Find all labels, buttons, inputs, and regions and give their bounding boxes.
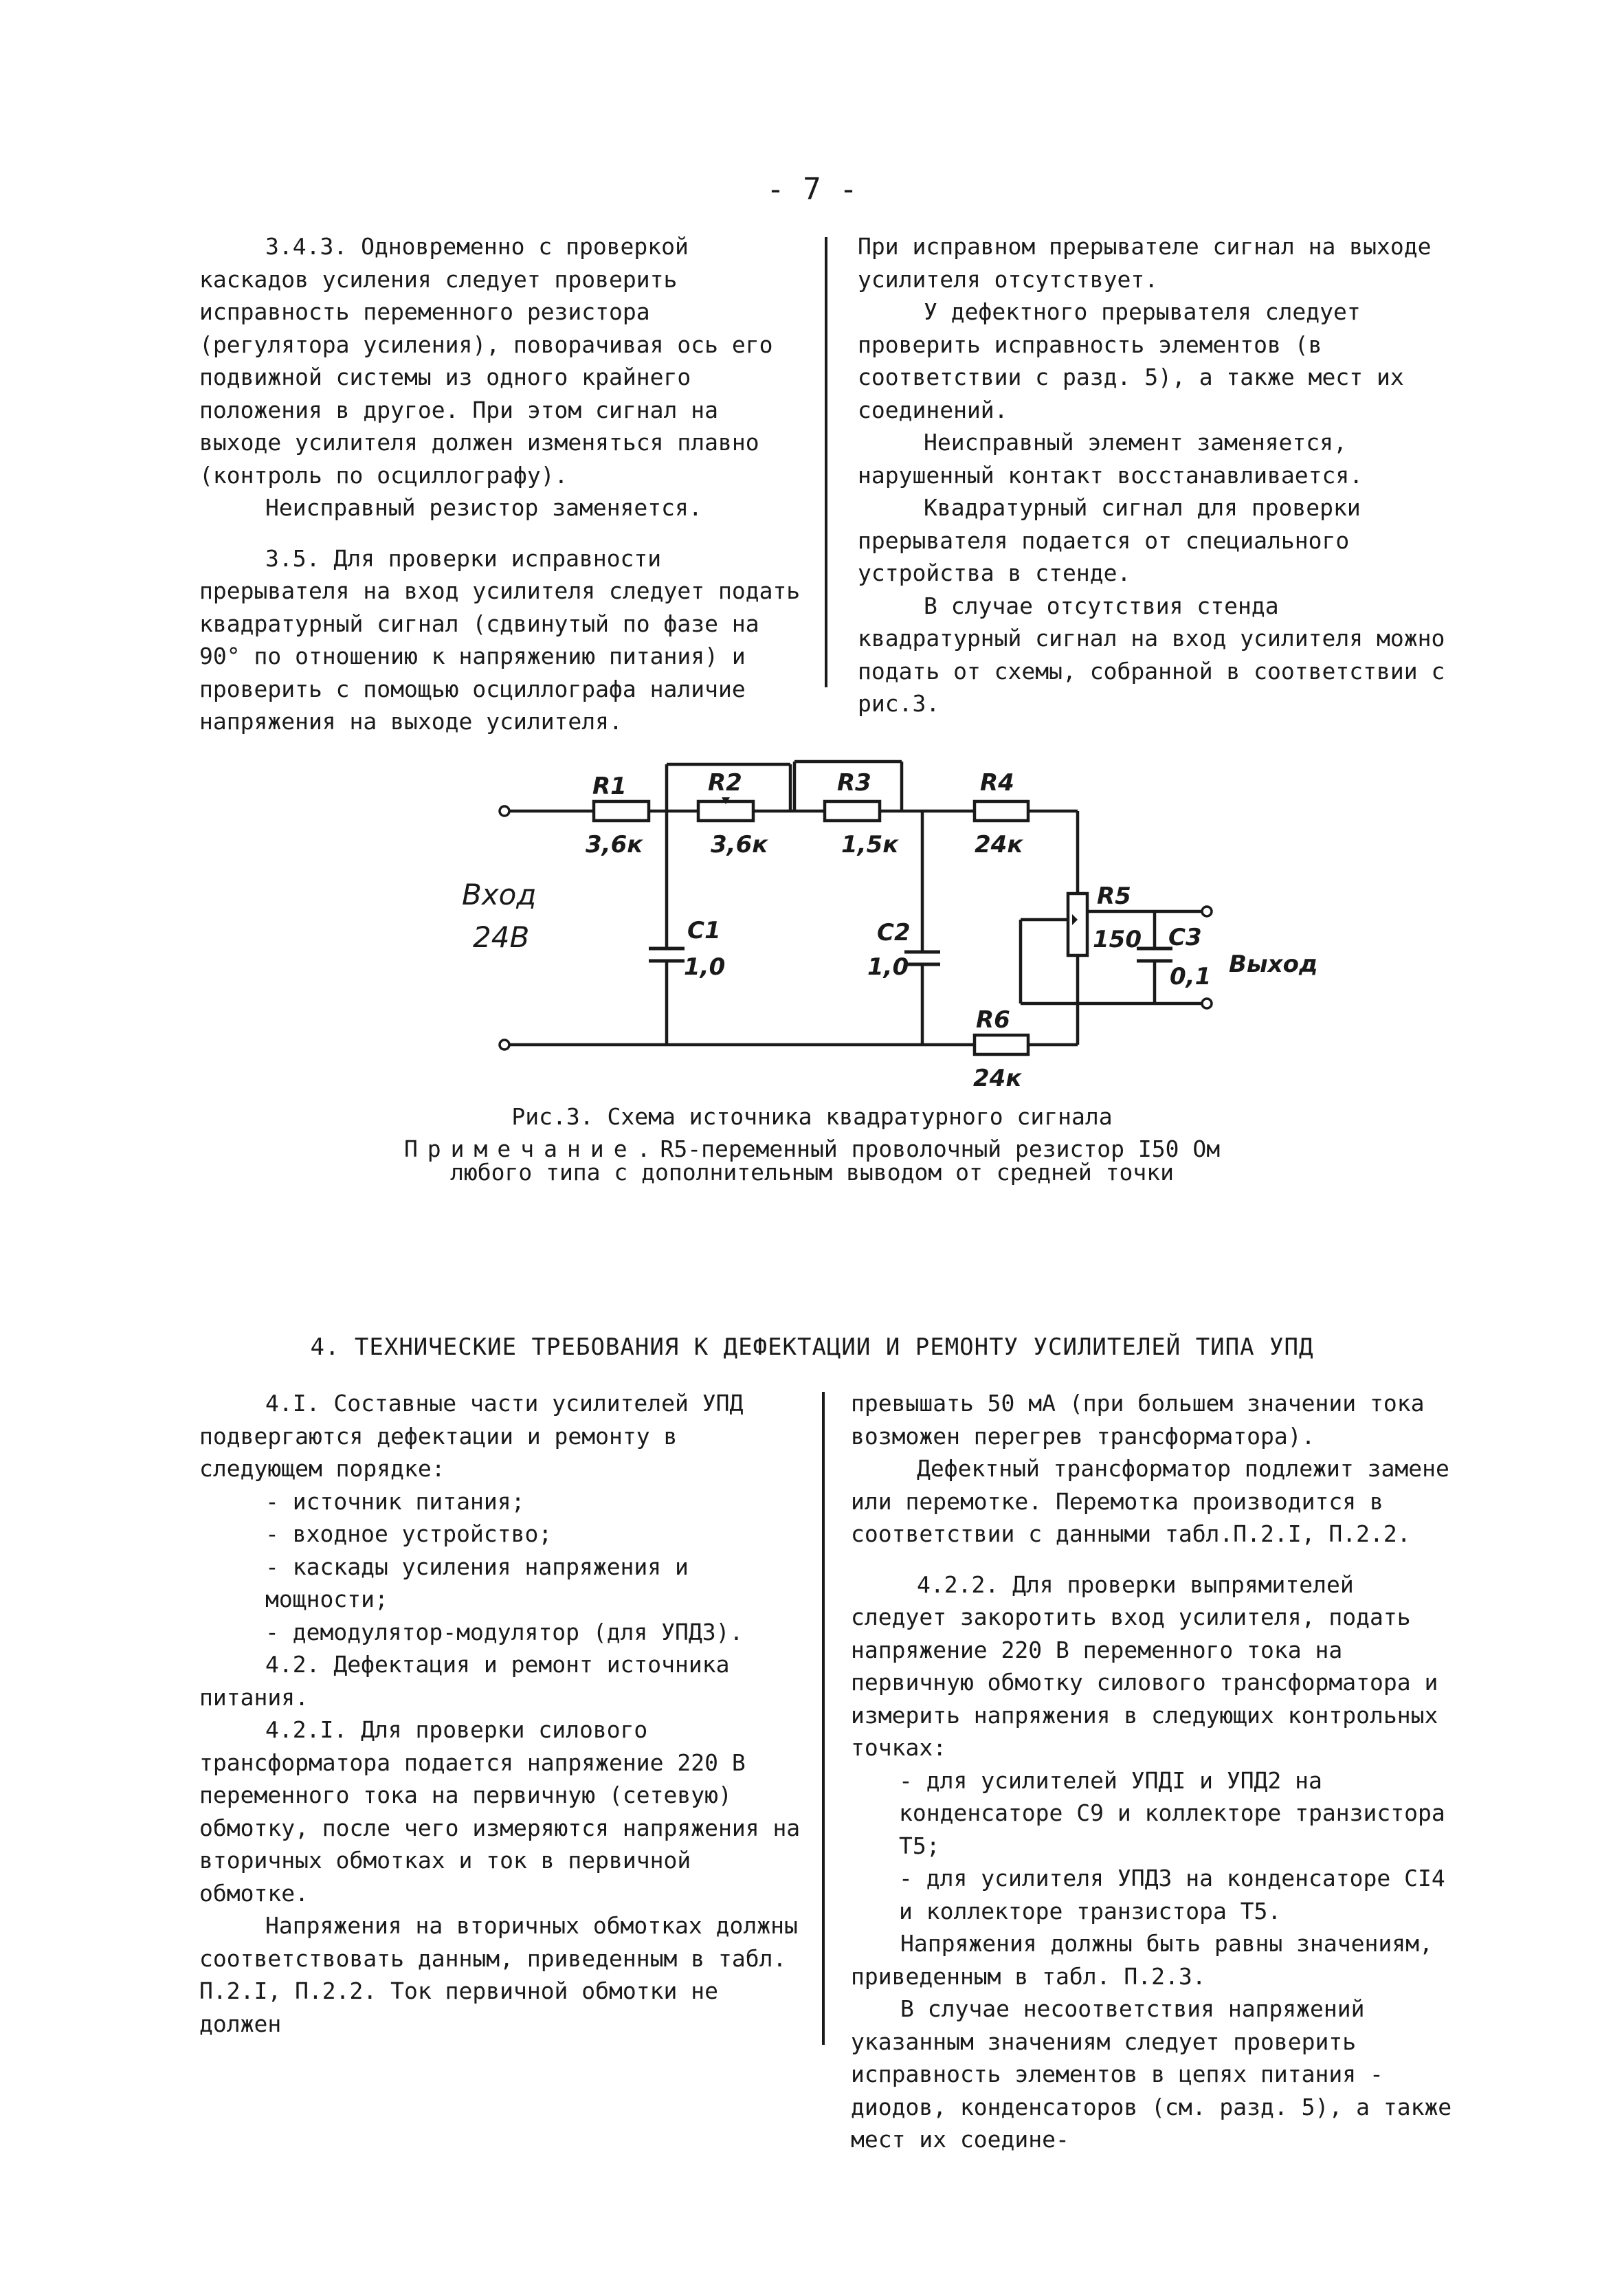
- figure-note-line2: любого типа с дополнительным выводом от средней точки: [450, 1159, 1174, 1186]
- list-item: - демодулятор-модулятор (для УПД3).: [265, 1618, 744, 1645]
- input-label: Вход: [462, 878, 537, 911]
- figure-note: [0, 1135, 1624, 1162]
- value-c1: 1,0: [684, 953, 726, 981]
- output-terminal-top: [1202, 907, 1212, 916]
- value-c3: 0,1: [1170, 963, 1212, 990]
- paragraph-mismatch: В случае несоответствия напряжений указанным значениям следует проверить исправность элементов в цепях питания - диодов, конденсаторов (см. разд. 5), а также мест их соедине-: [851, 1995, 1452, 2153]
- label-c1: C1: [687, 917, 721, 944]
- label-r4: R4: [980, 769, 1014, 797]
- section4-left-column: [199, 1387, 801, 2040]
- paragraph-3-4-3: 3.4.3. Одновременно с проверкой каскадов усиления следует проверить исправность переменного резистора (регулятора усиления), поворачивая ось его подвижной системы из одного крайнего положения в другое. При этом сигнал на выходе усилителя должен изменяться плавно (контроль по осциллографу).: [199, 233, 773, 489]
- paragraph-chopper-ok: При исправном прерывателе сигнал на выходе усилителя отсутствует.: [858, 233, 1432, 293]
- input-terminal-top: [500, 806, 509, 816]
- label-r3: R3: [837, 769, 871, 797]
- paragraph-voltages-equal: Напряжения должны быть равны значениям, приведенным в табл. П.2.3.: [851, 1930, 1433, 1990]
- label-c2: C2: [877, 919, 911, 946]
- column-divider: [822, 1392, 825, 2045]
- page-number: - 7 -: [766, 172, 858, 207]
- value-r3: 1,5к: [841, 831, 899, 858]
- value-r6: 24к: [973, 1065, 1022, 1092]
- label-r5: R5: [1097, 883, 1131, 910]
- paragraph-no-stand: В случае отсутствия стенда квадратурный сигнал на вход усилителя можно подать от схемы, собранной в соответствии с рис.3.: [858, 592, 1445, 717]
- paragraph-current-limit: превышать 50 мА (при большем значении тока возможен перегрев трансформатора).: [851, 1390, 1425, 1450]
- value-r4: 24к: [975, 831, 1023, 858]
- value-r2: 3,6к: [711, 831, 768, 858]
- resistor-r4: [975, 801, 1028, 821]
- label-r1: R1: [592, 773, 627, 800]
- note-word: Примечание.: [403, 1135, 660, 1162]
- section4-heading: 4. ТЕХНИЧЕСКИЕ ТРЕБОВАНИЯ К ДЕФЕКТАЦИИ И РЕМОНТУ УСИЛИТЕЛЕЙ ТИПА УПД: [310, 1333, 1314, 1361]
- paragraph-secondary-voltages: Напряжения на вторичных обмотках должны соответствовать данным, приведенным в табл. П.2.I, П.2.2. Ток первичной обмотки не должен: [199, 1912, 798, 2037]
- label-r2: R2: [708, 769, 742, 797]
- value-r5: 150: [1093, 926, 1142, 953]
- paragraph-4-2-2: 4.2.2. Для проверки выпрямителей следует закоротить вход усилителя, подать напряжение 220 В переменного тока на первичную обмотку силового трансформатора и измерить напряжения в следующих контрольных точках:: [851, 1571, 1438, 1761]
- value-c2: 1,0: [867, 953, 909, 981]
- list-item: - источник питания;: [265, 1487, 525, 1515]
- paragraph-defective-transformer: Дефектный трансформатор подлежит замене или перемотке. Перемотка производится в соответствии с данными табл.П.2.I, П.2.2.: [851, 1455, 1449, 1547]
- input-voltage: 24В: [473, 920, 530, 954]
- paragraph-3-5: 3.5. Для проверки исправности прерывателя на вход усилителя следует подать квадратурный сигнал (сдвинутый по фазе на 90° по отношению к напряжению питания) и проверить с помощью осциллографа наличие напряжения на выходе усилителя.: [199, 544, 801, 735]
- figure-caption: Рис.3. Схема источника квадратурного сигнала: [511, 1103, 1113, 1130]
- resistor-r6: [975, 1035, 1028, 1054]
- resistor-r2: [698, 801, 753, 821]
- list-item: - для усилителя УПД3 на конденсаторе СI4 и коллекторе транзистора Т5.: [899, 1865, 1445, 1925]
- paragraph-4-1: 4.I. Составные части усилителей УПД подвергаются дефектации и ремонту в следующем порядке:: [199, 1390, 744, 1482]
- paragraph-chopper-defective: У дефектного прерывателя следует проверить исправность элементов (в соответствии с разд. 5), а также мест их соединений.: [858, 298, 1404, 423]
- input-terminal-bottom: [500, 1040, 509, 1050]
- note-line1: R5-переменный проволочный резистор I50 Ом: [660, 1135, 1221, 1162]
- output-label: Выход: [1229, 951, 1318, 978]
- section4-right-column: [851, 1387, 1462, 2156]
- label-r6: R6: [976, 1006, 1010, 1034]
- output-terminal-bottom: [1202, 999, 1212, 1008]
- resistor-r5: [1068, 894, 1087, 955]
- list-item: - каскады усиления напряжения и мощности;: [265, 1553, 689, 1612]
- paragraph-4-2: 4.2. Дефектация и ремонт источника питания.: [199, 1651, 730, 1711]
- value-r1: 3,6к: [586, 831, 643, 858]
- paragraph-quadrature-source: Квадратурный сигнал для проверки прерывателя подается от специального устройства в стенде.: [858, 494, 1361, 586]
- label-c3: C3: [1168, 924, 1202, 951]
- resistor-r3: [825, 801, 880, 821]
- paragraph-4-2-1: 4.2.I. Для проверки силового трансформатора подается напряжение 220 В переменного тока на первичную (сетевую) обмотку, после чего измеряются напряжения на вторичных обмотках и ток в первичной обмотке.: [199, 1716, 801, 1907]
- paragraph-resistor-replaced: Неисправный резистор заменяется.: [265, 494, 702, 521]
- list-item: - входное устройство;: [265, 1520, 553, 1547]
- paragraph-element-replaced: Неисправный элемент заменяется, нарушенный контакт восстанавливается.: [858, 429, 1364, 489]
- list-item: - для усилителей УПДI и УПД2 на конденсаторе С9 и коллекторе транзистора Т5;: [899, 1766, 1445, 1859]
- resistor-r1: [594, 801, 649, 821]
